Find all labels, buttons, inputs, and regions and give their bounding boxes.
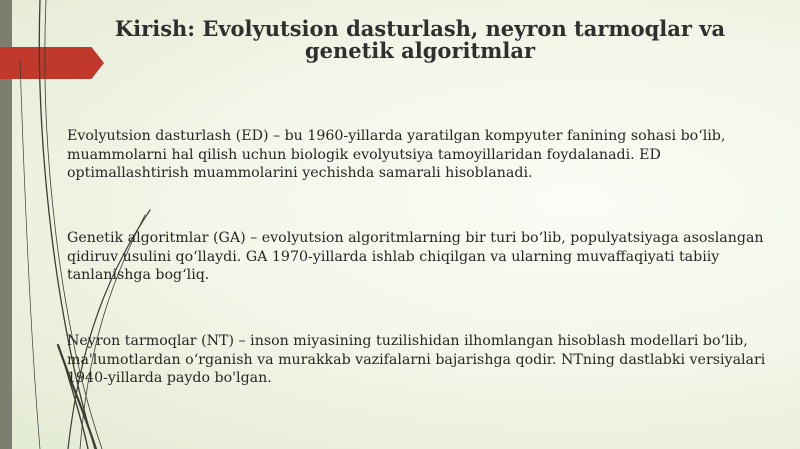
paragraph-genetic-algorithms: Genetik algoritmlar (GA) – evolyutsion algoritmlarning bir turi bo‘lib, populyatsiyaga asoslangan qidiruv usulini qo‘llaydi. GA 1970-yillarda ishlab chiqilgan va ularning muvaffaqiyati tabiiy tanlanishga bog‘liq. [67, 230, 764, 283]
paragraph-neural-networks: Neyron tarmoqlar (NT) – inson miyasining tuzilishidan ilhomlangan hisoblash modellari bo‘lib, ma'lumotlardan o‘rganish va murakkab vazifalarni bajarishga qodir. NTning dastlabki versiyalari 1940-yillarda paydo bo'lgan. [67, 333, 766, 386]
paragraph-evolutionary-programming: Evolyutsion dasturlash (ED) – bu 1960-yillarda yaratilgan kompyuter fanining sohasi bo‘lib, muammolarni hal qilish uchun biologik evolyutsiya tamoyillaridan foydalanadi. ED optimallashtirish muammolarini yechishda samarali hisoblanadi. [67, 128, 726, 181]
slide-title: Kirish: Evolyutsion dasturlash, neyron tarmoqlar va genetik algoritmlar [114, 16, 726, 63]
